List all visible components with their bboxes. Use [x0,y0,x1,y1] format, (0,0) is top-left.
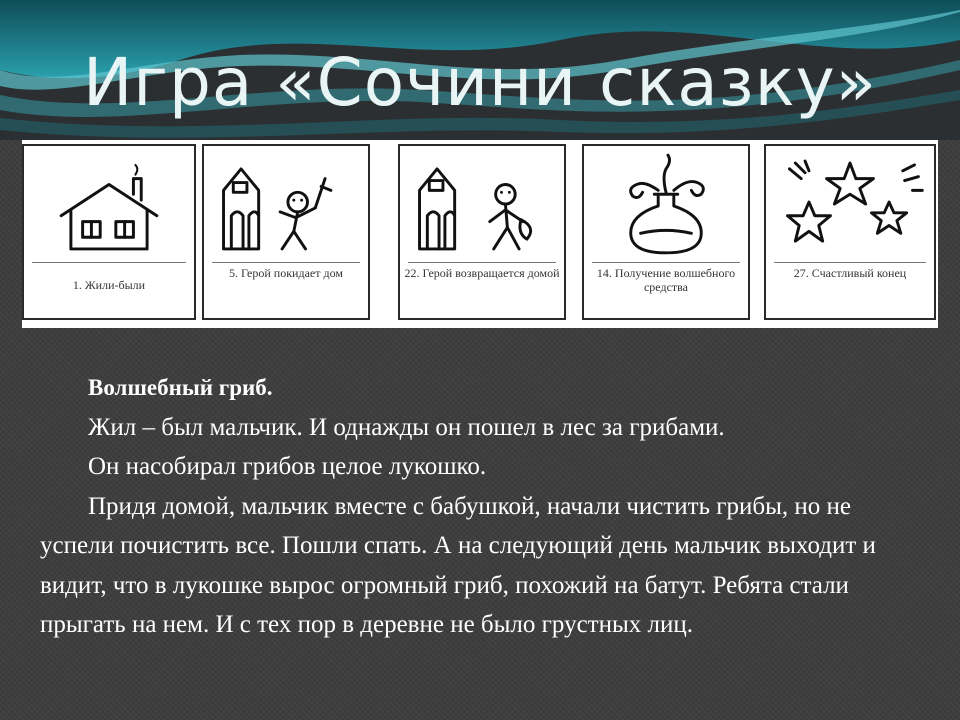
card-caption: 1. Жили-были [72,278,146,292]
card-hero-returns-home [398,144,566,320]
story-paragraph: Придя домой, мальчик вместе с бабушкой, начали чистить грибы, но не успели почистить все. Пошли спать. А на следующий день мальчик выходит и видит, что в лукошке вырос огромный гриб, похожий на батут. Ребята стали прыгать на нем. И с тех пор в деревне не было грустных лиц. [40,492,876,638]
card-magic-item [582,144,750,320]
card-hero-leaves-home [202,144,370,320]
card-divider [212,262,360,263]
card-caption: 14. Получение волшебного средства [596,266,736,294]
story-line-2: Он насобирал грибов целое лукошко. [88,453,487,480]
card-caption: 5. Герой покидает дом [229,266,343,280]
hero-returns-home-icon [400,150,564,260]
card-divider [32,262,186,263]
hero-leaves-home-icon [204,150,368,260]
card-divider [408,262,556,263]
house-icon [24,150,194,260]
story-text [40,368,925,645]
card-caption: 27. Счастливый конец [793,266,907,280]
story-line-1: Жил – был мальчик. И однажды он пошел в лес за грибами. [88,413,725,441]
card-divider [774,262,926,263]
card-caption: 22. Герой возвращается домой [404,266,560,280]
slide-title: Игра «Сочини сказку» [82,44,878,121]
card-divider [592,262,740,263]
card-happy-ending [764,144,936,320]
card-once-upon-a-time [22,144,196,320]
story-card-strip [22,140,938,328]
magic-flask-icon [584,150,748,260]
stars-icon [766,150,934,260]
story-heading: Волшебный гриб. [88,375,273,400]
